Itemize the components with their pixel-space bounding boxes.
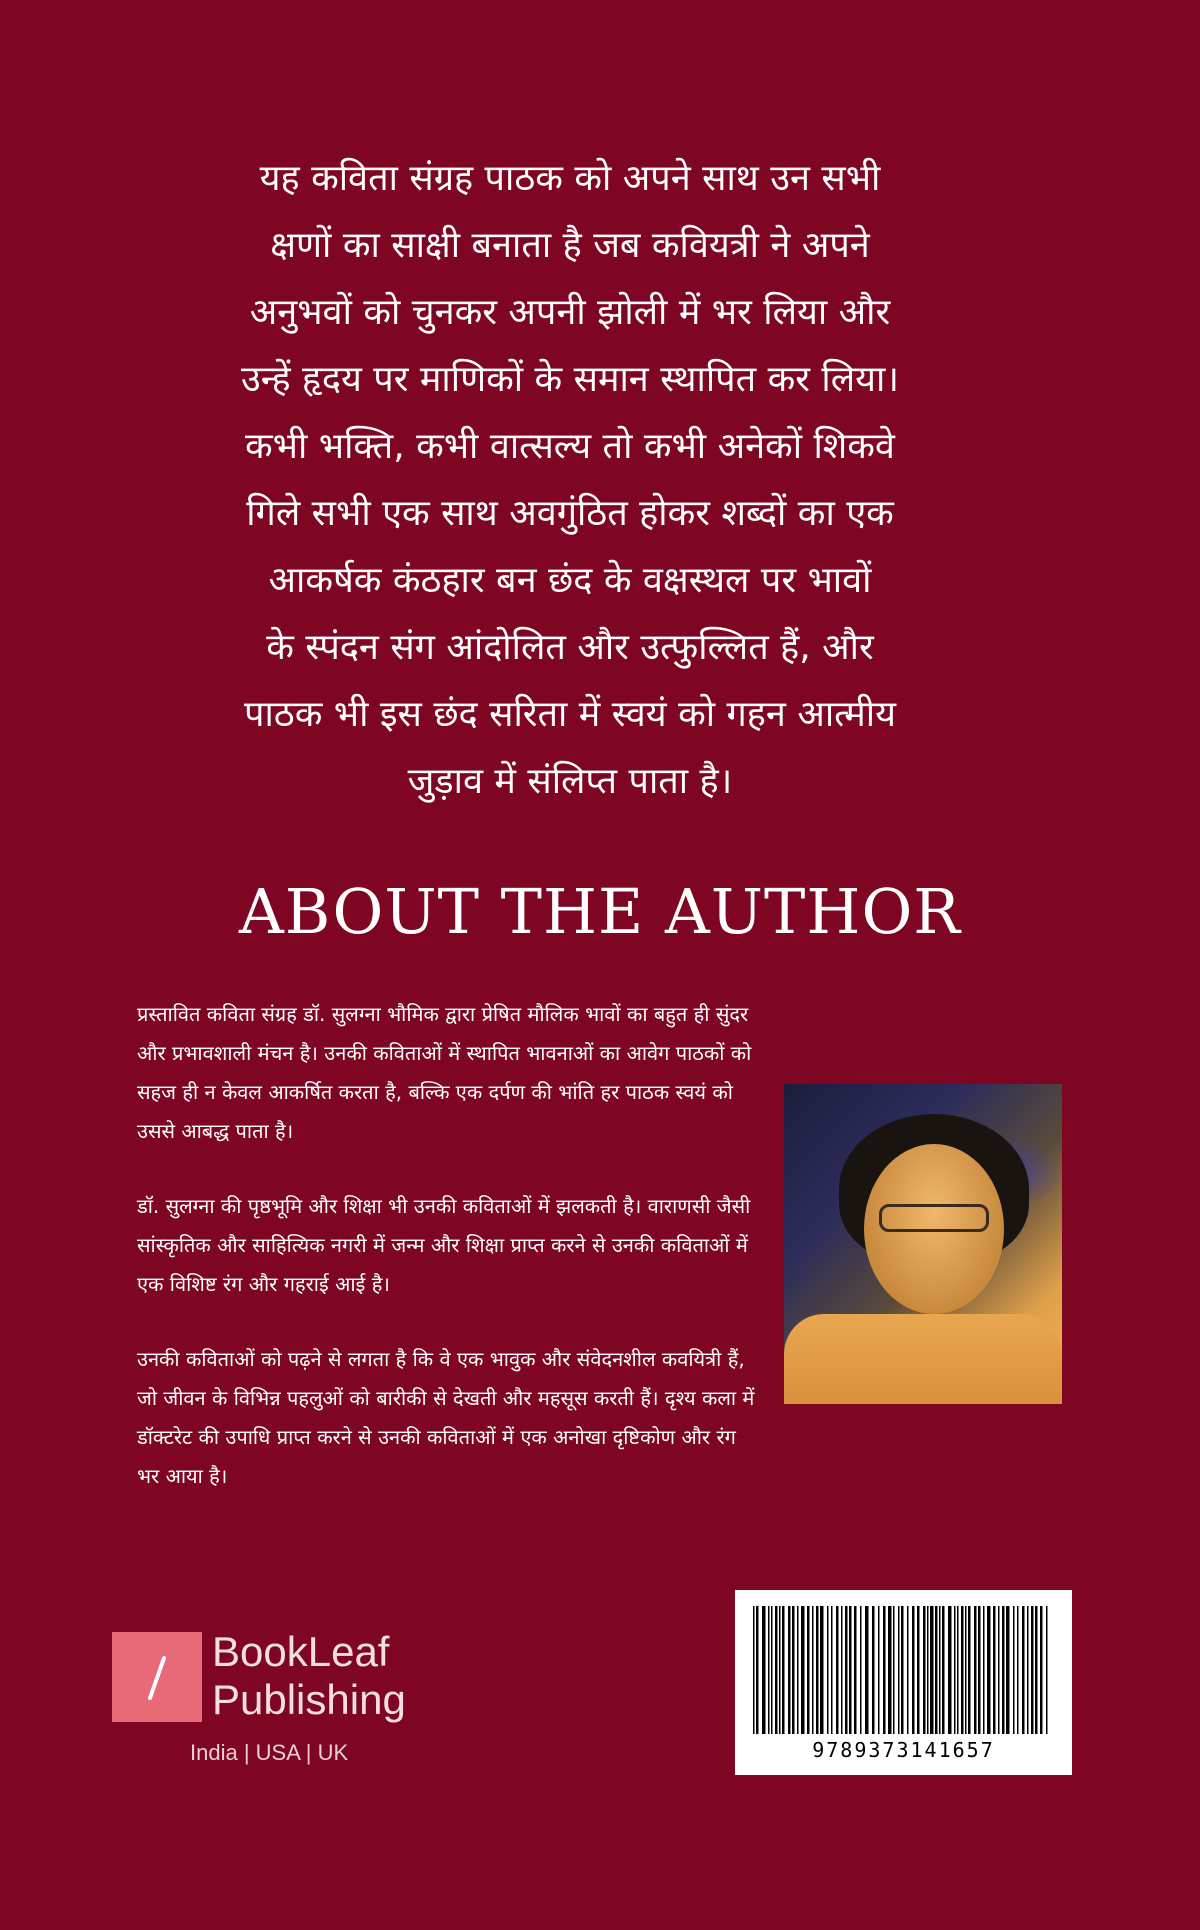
barcode-bar <box>812 1606 814 1734</box>
barcode-bar <box>912 1606 915 1734</box>
barcode-bar <box>961 1606 964 1734</box>
barcode-bar <box>865 1606 869 1734</box>
blurb-line: यह कविता संग्रह पाठक को अपने साथ उन सभी <box>259 158 881 199</box>
barcode-bar <box>954 1606 956 1734</box>
publisher-regions: India | USA | UK <box>190 1740 349 1765</box>
barcode-bar <box>827 1606 829 1734</box>
blurb-line: जुड़ाव में संलिप्त पाता है। <box>407 761 733 802</box>
isbn-number: 9789373141657 <box>812 1738 995 1762</box>
barcode-bar <box>841 1606 843 1734</box>
barcode-bar <box>993 1606 996 1734</box>
barcode-bar <box>1017 1606 1019 1734</box>
barcode-bar <box>978 1606 981 1734</box>
barcode-bar <box>831 1606 833 1734</box>
barcode-bar <box>854 1606 857 1734</box>
blurb-line: कभी भक्ति, कभी वात्सल्य तो कभी अनेकों शिकवे <box>245 426 895 467</box>
barcode-bar <box>907 1606 909 1734</box>
barcode-bar <box>987 1606 991 1734</box>
barcode-bar <box>762 1606 766 1734</box>
about-author-heading: ABOUT THE AUTHOR <box>239 875 961 948</box>
barcode-bar <box>816 1606 819 1734</box>
barcode-bar <box>1031 1606 1034 1734</box>
barcode-bar <box>893 1606 895 1734</box>
publisher-name-line2: Publishing <box>212 1676 406 1723</box>
barcode-bar <box>775 1606 778 1734</box>
barcode-bar <box>1022 1606 1025 1734</box>
barcode-bar <box>917 1606 920 1734</box>
bio-paragraph: उनकी कविताओं को पढ़ने से लगता है कि वे एक भावुक और संवेदनशील कवयित्री हैं, जो जीवन के विभिन्न पहलुओं को बारीकी से देखती और महसूस करती हैं। दृश्य कला में डॉक्टरेट की उपाधि प्राप्त करने से उनकी कविताओं में एक अनोखा दृष्टिकोण और रंग भर आया है। <box>137 1347 755 1488</box>
bio-paragraph: डॉ. सुलग्ना की पृष्ठभूमि और शिक्षा भी उनकी कविताओं में झलकती है। वाराणसी जैसी सांस्कृतिक और साहित्यिक नगरी में जन्म और शिक्षा प्राप्त करने से उनकी कविताओं में एक विशिष्ट रंग और गहराई आई है। <box>137 1194 751 1296</box>
barcode-bar <box>923 1606 926 1734</box>
isbn-barcode <box>735 1590 1072 1775</box>
barcode-bar <box>974 1606 977 1734</box>
barcode-bar <box>930 1606 934 1734</box>
barcode-bar <box>878 1606 880 1734</box>
barcode-bar <box>779 1606 781 1734</box>
photo-arm <box>784 1314 1062 1404</box>
blurb-text <box>120 145 1080 815</box>
author-bio <box>137 995 757 1532</box>
barcode-bar <box>1035 1606 1038 1734</box>
barcode-bar <box>901 1606 904 1734</box>
barcode-bar <box>797 1606 799 1734</box>
barcode-bar <box>927 1606 929 1734</box>
barcode-bar <box>942 1606 945 1734</box>
barcode-bars <box>753 1606 1054 1734</box>
author-photo <box>784 1084 1062 1404</box>
barcode-bar <box>845 1606 848 1734</box>
barcode-bar <box>1040 1606 1043 1734</box>
barcode-bar <box>860 1606 862 1734</box>
publisher-name <box>212 1628 472 1724</box>
barcode-bar <box>836 1606 839 1734</box>
barcode-bar <box>788 1606 791 1734</box>
barcode-bar <box>888 1606 892 1734</box>
barcode-bar <box>1013 1606 1015 1734</box>
barcode-bar <box>801 1606 805 1734</box>
barcode-bar <box>965 1606 967 1734</box>
blurb-line: आकर्षक कंठहार बन छंद के वक्षस्थल पर भावों <box>268 560 872 601</box>
barcode-bar <box>935 1606 938 1734</box>
barcode-bar <box>1027 1606 1029 1734</box>
barcode-bar <box>872 1606 875 1734</box>
barcode-bar <box>756 1606 759 1734</box>
barcode-bar <box>968 1606 971 1734</box>
barcode-bar <box>998 1606 1000 1734</box>
bio-paragraph: प्रस्तावित कविता संग्रह डॉ. सुलग्ना भौमिक द्वारा प्रेषित मौलिक भावों का बहुत ही सुंदर और प्रभावशाली मंचन है। उनकी कविताओं में स्थापित भावनाओं का आवेग पाठकों को सहज ही न केवल आकर्षित करता है, बल्कि एक दर्पण की भांति हर पाठक स्वयं को उससे आबद्ध पाता है। <box>137 1002 752 1143</box>
barcode-bar <box>983 1606 985 1734</box>
barcode-bar <box>1006 1606 1010 1734</box>
blurb-line: पाठक भी इस छंद सरिता में स्वयं को गहन आत्मीय <box>244 694 896 735</box>
barcode-bar <box>820 1606 824 1734</box>
barcode-bar <box>849 1606 852 1734</box>
barcode-bar <box>939 1606 941 1734</box>
blurb-line: गिले सभी एक साथ अवगुंठित होकर शब्दों का एक <box>246 493 894 534</box>
blurb-line: उन्हें हृदय पर माणिकों के समान स्थापित कर लिया। <box>241 359 899 400</box>
barcode-bar <box>753 1606 755 1734</box>
barcode-bar <box>1002 1606 1005 1734</box>
barcode-bar <box>782 1606 785 1734</box>
barcode-bar <box>807 1606 810 1734</box>
barcode-bar <box>1046 1606 1048 1734</box>
barcode-bar <box>948 1606 952 1734</box>
photo-glasses <box>879 1204 989 1232</box>
barcode-bar <box>792 1606 795 1734</box>
publisher-name-line1: BookLeaf <box>212 1628 390 1675</box>
barcode-bar <box>771 1606 773 1734</box>
bookleaf-logo-icon <box>112 1632 202 1722</box>
blurb-line: क्षणों का साक्षी बनाता है जब कवियत्री ने अपने <box>270 225 870 266</box>
barcode-bar <box>898 1606 900 1734</box>
barcode-bar <box>957 1606 959 1734</box>
blurb-line: अनुभवों को चुनकर अपनी झोली में भर लिया और <box>249 292 891 333</box>
barcode-bar <box>768 1606 770 1734</box>
barcode-bar <box>883 1606 886 1734</box>
blurb-line: के स्पंदन संग आंदोलित और उत्फुल्लित हैं, और <box>266 627 874 668</box>
